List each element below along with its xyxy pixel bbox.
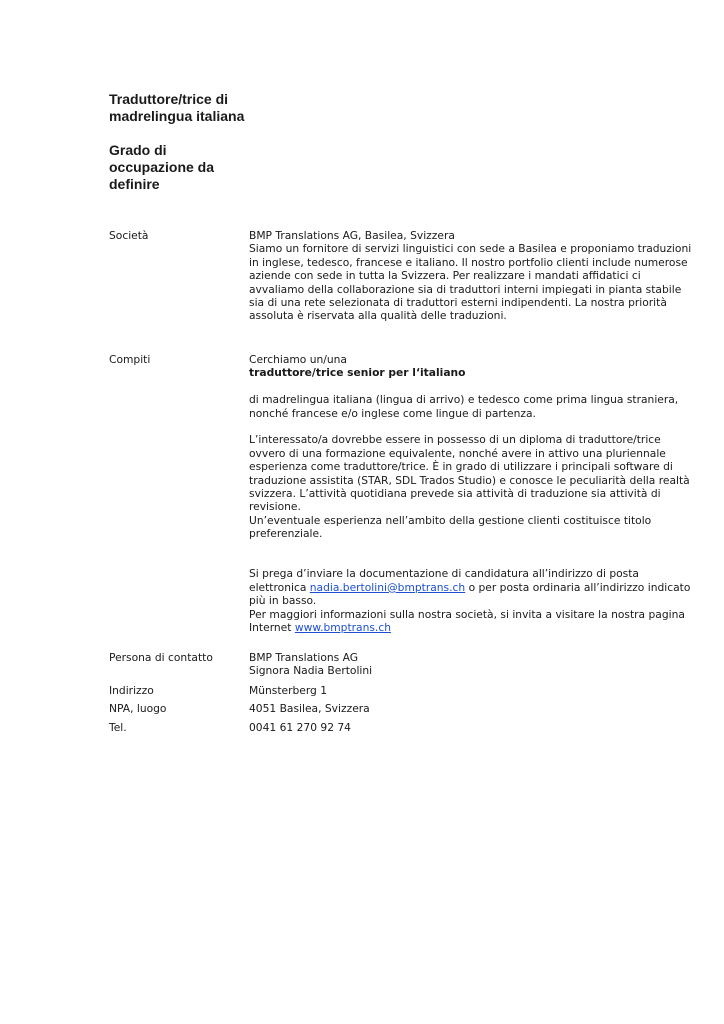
employment-level: Grado di occupazione da definire (109, 142, 215, 192)
spacer (249, 420, 699, 433)
languages-text: di madrelingua italiana (lingua di arrivo) e tedesco come prima lingua straniera, nonché francese e/o inglese come lingue di partenza. (249, 393, 679, 420)
compiti-intro: Cerchiamo un/una (249, 353, 347, 366)
content-societa (249, 229, 699, 323)
email-link[interactable]: nadia.bertolini@bmptrans.ch (309, 580, 466, 594)
contact-person: Signora Nadia Bertolini (249, 664, 373, 678)
spacer (249, 541, 699, 568)
position-title: traduttore/trice senior per l‘italiano (249, 366, 466, 380)
tel-value: 0041 61 270 92 74 (249, 721, 351, 734)
npa-value: 4051 Basilea, Svizzera (249, 702, 370, 715)
website-link[interactable]: www.bmptrans.ch (294, 621, 391, 635)
job-title: Traduttore/trice di madrelingua italiana (109, 91, 245, 124)
apply-after: o per posta ordinaria all’indirizzo indicato più in basso. (249, 580, 691, 608)
content-contatto (249, 651, 699, 678)
company-name: BMP Translations AG, Basilea, Svizzera (249, 229, 455, 242)
label-compiti: Compiti (109, 353, 151, 366)
address-value: Münsterberg 1 (249, 684, 328, 697)
label-tel: Tel. (109, 721, 127, 734)
requirements-text: L’interessato/a dovrebbe essere in possesso di un diploma di traduttore/trice ovvero di una formazione equivalente, nonché avere in attivo una pluriennale esperienza come traduttore/trice. È in grado di utilizzare i principali software di traduzione assistita (STAR, SDL Trados Studio) e conosce le peculiarità della realtà svizzera. L’attività quotidiana prevede sia attività di traduzione sia attività di revisione. (249, 433, 690, 514)
spacer (249, 380, 699, 393)
title-gap (109, 125, 249, 142)
apply-before: Si prega d’inviare la documentazione di candidatura all’indirizzo di posta elettronica (249, 567, 639, 594)
contact-company: BMP Translations AG (249, 651, 358, 664)
preferential-text: Un’eventuale esperienza nell’ambito della gestione clienti costituisce titolo preferenziale. (249, 513, 652, 541)
label-contatto: Persona di contatto (109, 651, 213, 664)
info-before: Per maggiori informazioni sulla nostra società, si invita a visitare la nostra pagina Internet (249, 607, 685, 635)
label-npa: NPA, luogo (109, 702, 167, 715)
apply-text (249, 567, 699, 607)
company-description: Siamo un fornitore di servizi linguistici con sede a Basilea e proponiamo traduzioni in inglese, tedesco, francese e italiano. Il nostro portfolio clienti include numerose aziende con sede in tutta la Svizzera. Per realizzare i mandati affidatici ci avvaliamo della collaborazione sia di traduttori interni impiegati in pianta stabile sia di una rete selezionata di traduttori esterni indipendenti. La nostra priorità assoluta è riservata alla qualità delle traduzioni. (249, 242, 692, 323)
job-title-block (109, 91, 249, 193)
content-compiti (249, 353, 699, 634)
label-societa: Società (109, 229, 149, 242)
info-text (249, 608, 699, 635)
label-indirizzo: Indirizzo (109, 684, 154, 697)
